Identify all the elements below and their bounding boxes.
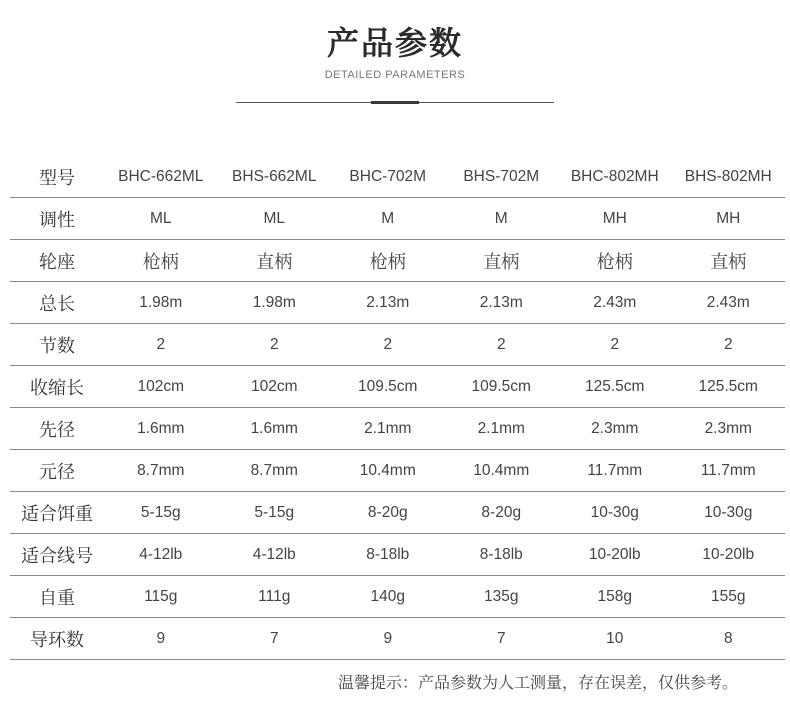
table-cell: 枪柄 <box>104 240 218 282</box>
table-cell: M <box>445 198 559 240</box>
row-label: 型号 <box>10 156 104 198</box>
table-cell: 1.6mm <box>104 408 218 450</box>
table-cell: BHC-662ML <box>104 156 218 198</box>
table-cell: 8-18lb <box>331 534 445 576</box>
table-cell: 125.5cm <box>558 366 672 408</box>
table-cell: 2.43m <box>672 282 786 324</box>
table-cell: 109.5cm <box>331 366 445 408</box>
table-row <box>10 492 785 534</box>
table-cell: 102cm <box>104 366 218 408</box>
table-cell: ML <box>104 198 218 240</box>
table-cell: 11.7mm <box>672 450 786 492</box>
table-cell: 8 <box>672 618 786 660</box>
row-label: 导环数 <box>10 618 104 660</box>
table-cell: 2 <box>218 324 332 366</box>
row-label: 适合饵重 <box>10 492 104 534</box>
table-cell: 10.4mm <box>445 450 559 492</box>
table-cell: 枪柄 <box>331 240 445 282</box>
page-title: 产品参数 <box>326 24 463 62</box>
table-cell: 2.1mm <box>331 408 445 450</box>
table-cell: 9 <box>104 618 218 660</box>
row-label: 收缩长 <box>10 366 104 408</box>
table-cell: 109.5cm <box>445 366 559 408</box>
table-cell: MH <box>558 198 672 240</box>
table-row <box>10 240 785 282</box>
table-cell: 8.7mm <box>104 450 218 492</box>
table-cell: 7 <box>218 618 332 660</box>
page-header <box>0 0 790 110</box>
table-cell: 5-15g <box>104 492 218 534</box>
table-cell: BHS-662ML <box>218 156 332 198</box>
table-row <box>10 534 785 576</box>
table-cell: 125.5cm <box>672 366 786 408</box>
table-cell: MH <box>672 198 786 240</box>
row-label: 总长 <box>10 282 104 324</box>
table-cell: 7 <box>445 618 559 660</box>
table-cell: 直柄 <box>445 240 559 282</box>
table-row <box>10 366 785 408</box>
table-row <box>10 198 785 240</box>
table-cell: 111g <box>218 576 332 618</box>
table-cell: 8-20g <box>445 492 559 534</box>
table-cell: ML <box>218 198 332 240</box>
row-label: 节数 <box>10 324 104 366</box>
table-cell: 8-20g <box>331 492 445 534</box>
table-cell: 2 <box>558 324 672 366</box>
table-cell: 135g <box>445 576 559 618</box>
table-cell: 2.1mm <box>445 408 559 450</box>
table-cell: 140g <box>331 576 445 618</box>
table-cell: BHS-702M <box>445 156 559 198</box>
table-row <box>10 450 785 492</box>
table-cell: 2 <box>672 324 786 366</box>
table-cell: 10-20lb <box>672 534 786 576</box>
table-row <box>10 282 785 324</box>
row-label: 先径 <box>10 408 104 450</box>
table-cell: BHC-802MH <box>558 156 672 198</box>
table-cell: 2.3mm <box>558 408 672 450</box>
header-divider-accent <box>371 101 419 104</box>
table-cell: M <box>331 198 445 240</box>
table-cell: 11.7mm <box>558 450 672 492</box>
table-cell: 2.13m <box>331 282 445 324</box>
table-cell: 158g <box>558 576 672 618</box>
table-cell: 10 <box>558 618 672 660</box>
table-cell: 4-12lb <box>104 534 218 576</box>
parameters-table-body <box>10 156 785 660</box>
table-cell: 枪柄 <box>558 240 672 282</box>
table-row <box>10 408 785 450</box>
table-cell: 155g <box>672 576 786 618</box>
table-cell: 5-15g <box>218 492 332 534</box>
table-cell: 1.98m <box>218 282 332 324</box>
table-cell: BHS-802MH <box>672 156 786 198</box>
table-cell: 115g <box>104 576 218 618</box>
table-cell: 1.98m <box>104 282 218 324</box>
table-row <box>10 324 785 366</box>
page-subtitle: DETAILED PARAMETERS <box>324 69 466 81</box>
table-cell: 2.13m <box>445 282 559 324</box>
disclaimer-note: 温馨提示：产品参数为人工测量，存在误差，仅供参考。 <box>337 673 738 692</box>
table-row <box>10 576 785 618</box>
row-label: 轮座 <box>10 240 104 282</box>
table-cell: 10-30g <box>558 492 672 534</box>
table-cell: 9 <box>331 618 445 660</box>
table-cell: 2.43m <box>558 282 672 324</box>
table-cell: BHC-702M <box>331 156 445 198</box>
table-cell: 102cm <box>218 366 332 408</box>
parameters-table <box>10 156 785 660</box>
row-label: 自重 <box>10 576 104 618</box>
table-cell: 10-20lb <box>558 534 672 576</box>
table-cell: 2 <box>445 324 559 366</box>
table-cell: 2.3mm <box>672 408 786 450</box>
row-label: 元径 <box>10 450 104 492</box>
table-row <box>10 156 785 198</box>
table-cell: 2 <box>331 324 445 366</box>
table-cell: 直柄 <box>672 240 786 282</box>
table-cell: 4-12lb <box>218 534 332 576</box>
table-cell: 10.4mm <box>331 450 445 492</box>
row-label: 适合线号 <box>10 534 104 576</box>
table-cell: 10-30g <box>672 492 786 534</box>
table-cell: 2 <box>104 324 218 366</box>
table-cell: 直柄 <box>218 240 332 282</box>
table-cell: 8.7mm <box>218 450 332 492</box>
table-row <box>10 618 785 660</box>
row-label: 调性 <box>10 198 104 240</box>
table-cell: 1.6mm <box>218 408 332 450</box>
table-cell: 8-18lb <box>445 534 559 576</box>
